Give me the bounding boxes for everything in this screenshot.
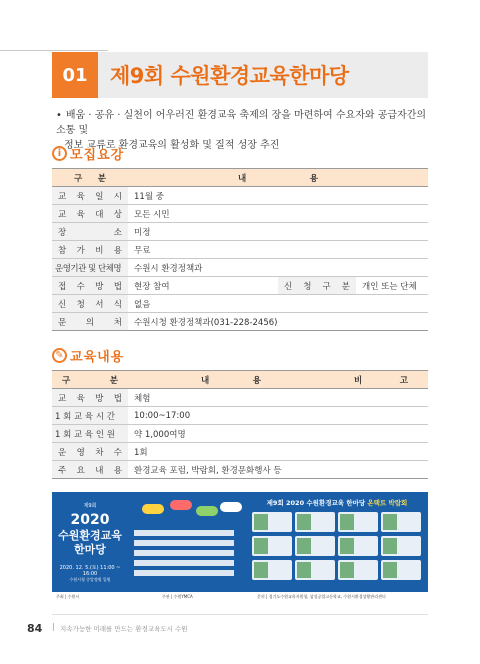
row-label: 교 xyxy=(58,209,67,220)
header-cell: 분 xyxy=(109,375,118,386)
poster-name-1: 수원환경교육 xyxy=(58,529,122,542)
row-label: 운 xyxy=(58,447,67,458)
footer-divider xyxy=(52,614,428,615)
row-value: 무료 xyxy=(128,241,428,259)
poster-schedule-row xyxy=(134,540,234,546)
header-cell: 용 xyxy=(309,173,318,184)
poster-schedule-row xyxy=(134,560,234,566)
row-label: 수 xyxy=(76,281,85,292)
content-table xyxy=(52,370,428,479)
row-label: 비 xyxy=(95,245,104,256)
poster-booth-photo xyxy=(340,562,354,578)
poster-name-2: 한마당 xyxy=(74,543,106,556)
row-label: 차 xyxy=(95,447,104,458)
poster-schedule-row xyxy=(134,530,234,536)
row-label: 일 xyxy=(95,191,104,202)
poster-booth-photo xyxy=(340,514,354,530)
row-label: 방 xyxy=(95,281,104,292)
row-label: 육 xyxy=(76,191,85,202)
poster-booth-photo xyxy=(383,562,397,578)
poster-booth-photo xyxy=(254,538,268,554)
row-label: 상 xyxy=(113,209,122,220)
poster-booth-photo xyxy=(383,514,397,530)
row-value: 모든 시민 xyxy=(128,205,428,223)
poster-host: 주최 | 수원시 xyxy=(56,594,80,599)
table-row xyxy=(52,259,428,277)
poster-bubble xyxy=(142,504,164,514)
row-note xyxy=(334,407,428,425)
poster-schedule-panel xyxy=(134,500,244,590)
intro-line-2: 정보 교류로 환경교육의 활성화 및 질적 성장 추진 xyxy=(64,140,280,151)
table-row xyxy=(52,205,428,223)
poster-schedule-row xyxy=(134,570,234,576)
row-label: 주 xyxy=(58,465,67,476)
row-value: 체험 xyxy=(128,389,334,407)
section-number: 01 xyxy=(52,52,98,98)
poster-contact: 문의 | 경기도수원교육지원청, 삼성공업고등학교, 수원시환경상황관리센터 xyxy=(257,594,386,599)
header-cell: 용 xyxy=(252,375,261,386)
table-row xyxy=(52,223,428,241)
poster-date: 2020. 12. 5.(토) 11:00 ~ 16:00 xyxy=(59,565,121,577)
row-label: 수 xyxy=(113,447,122,458)
row-value: 미정 xyxy=(128,223,428,241)
row-label: 1 회 교 육 인 원 xyxy=(52,425,128,443)
row-label: 법 xyxy=(113,281,122,292)
row-label: 신 xyxy=(284,281,293,292)
poster-organizer: 주관 | 수원YMCA xyxy=(162,594,193,599)
table-row xyxy=(52,241,428,259)
table-row xyxy=(52,425,428,443)
header-cell: 비 xyxy=(354,375,363,386)
poster-right-panel xyxy=(246,492,428,602)
poster-booth xyxy=(252,536,292,556)
row-note xyxy=(334,425,428,443)
poster-place: 수원시청 중앙정원 일원 xyxy=(69,577,111,582)
row-value: 11월 중 xyxy=(128,187,428,205)
header-cell: 고 xyxy=(399,375,408,386)
poster-booth xyxy=(295,536,335,556)
poster-right-title-a: 제9회 2020 수원환경교육 한마당 xyxy=(266,499,368,507)
page-caption: 지속가능한 미래를 만드는 환경교육도시 수원 xyxy=(60,625,188,633)
row-label: 의 xyxy=(85,317,95,328)
recruit-table-header xyxy=(52,169,428,187)
poster-bubble xyxy=(170,500,192,510)
row-note xyxy=(334,461,428,479)
pencil-icon: ✎ xyxy=(52,348,67,363)
row-label: 교 xyxy=(58,393,67,404)
poster-right-title xyxy=(246,498,428,507)
row-note xyxy=(334,389,428,407)
row-label: 가 xyxy=(76,245,85,256)
table-row xyxy=(52,295,428,313)
table-row xyxy=(52,187,428,205)
page-number: 84 xyxy=(27,622,43,635)
row-label: 식 xyxy=(113,299,122,310)
row-value: 환경교육 포럼, 박람회, 환경문화행사 등 xyxy=(128,461,334,479)
poster-footer xyxy=(52,592,428,602)
top-divider xyxy=(0,50,108,51)
recruit-title: 모집요강 xyxy=(70,148,125,163)
recruit-table xyxy=(52,168,428,331)
poster-booth-photo xyxy=(254,562,268,578)
row-label: 문 xyxy=(58,317,67,328)
row-label: 방 xyxy=(95,393,104,404)
row-label: 내 xyxy=(95,465,104,476)
poster-booth-photo xyxy=(340,538,354,554)
poster-booth-photo xyxy=(254,514,268,530)
row-value: 없음 xyxy=(128,295,428,313)
header-cell: 내 xyxy=(201,375,210,386)
row-value: 현장 참여 xyxy=(128,277,278,295)
header-cell: 구 xyxy=(62,375,71,386)
poster-booth xyxy=(381,512,421,532)
poster-booth xyxy=(338,536,378,556)
row-value: 10:00~17:00 xyxy=(128,407,334,425)
table-row xyxy=(52,389,428,407)
poster-booth-photo xyxy=(297,562,311,578)
poster-booth xyxy=(338,512,378,532)
row-value: 개인 또는 단체 xyxy=(356,277,428,295)
row-label: 서 xyxy=(95,299,104,310)
row-label: 청 xyxy=(76,299,85,310)
row-label: 법 xyxy=(113,393,122,404)
header-cell: 구 xyxy=(74,173,83,184)
row-label: 참 xyxy=(58,245,67,256)
poster-bubble xyxy=(220,502,242,512)
row-note xyxy=(334,443,428,461)
poster-booth xyxy=(338,560,378,580)
page-separator: | xyxy=(52,622,55,631)
row-label: 구 xyxy=(322,281,331,292)
recruit-heading xyxy=(52,144,124,163)
table-row xyxy=(52,277,428,295)
poster-booth-photo xyxy=(297,514,311,530)
row-label: 운영기관 및 단체명 xyxy=(52,259,128,277)
poster-right-title-b: 온택트 박람회 xyxy=(367,499,408,507)
row-label: 영 xyxy=(76,447,85,458)
row-label: 시 xyxy=(113,191,122,202)
poster-booth-grid xyxy=(252,512,422,584)
poster-schedule-row xyxy=(134,550,234,556)
row-label: 소 xyxy=(113,227,122,238)
row-value: 수원시청 환경정책과(031-228-2456) xyxy=(128,313,428,331)
content-table-header xyxy=(52,371,428,389)
poster-bubble xyxy=(196,506,218,516)
table-row xyxy=(52,407,428,425)
poster-booth xyxy=(252,512,292,532)
poster-booth xyxy=(295,512,335,532)
poster-booth xyxy=(252,560,292,580)
row-label: 교 xyxy=(58,191,67,202)
content-title: 교육내용 xyxy=(70,350,125,365)
poster-booth xyxy=(295,560,335,580)
poster-booth xyxy=(381,560,421,580)
table-row xyxy=(52,313,428,331)
row-label: 대 xyxy=(95,209,104,220)
poster-left-panel xyxy=(52,492,128,602)
table-row xyxy=(52,443,428,461)
poster-edition: 제9회 xyxy=(83,503,97,509)
row-label: 육 xyxy=(76,209,85,220)
table-row xyxy=(52,461,428,479)
row-label: 처 xyxy=(113,317,122,328)
poster-booth-photo xyxy=(297,538,311,554)
row-label: 요 xyxy=(76,465,85,476)
row-label: 분 xyxy=(341,281,350,292)
content-heading xyxy=(52,346,124,365)
bullet: • xyxy=(56,110,62,121)
row-label: 용 xyxy=(113,245,122,256)
row-label: 1 회 교 육 시 간 xyxy=(52,407,128,425)
info-icon: i xyxy=(52,146,67,161)
event-poster xyxy=(52,492,428,602)
intro-line-1: 배움 · 공유 · 실천이 어우러진 환경교육 축제의 장을 마련하여 수요자와 공급자간의 소통 및 xyxy=(56,110,427,136)
row-label: 육 xyxy=(76,393,85,404)
poster-booth xyxy=(381,536,421,556)
row-label: 접 xyxy=(58,281,67,292)
row-label: 용 xyxy=(113,465,122,476)
row-value: 1회 xyxy=(128,443,334,461)
section-title: 제9회 수원환경교육한마당 xyxy=(110,64,349,88)
poster-year: 2020 xyxy=(70,512,110,528)
row-label: 신 xyxy=(58,299,67,310)
header-cell: 분 xyxy=(97,173,106,184)
row-label: 청 xyxy=(303,281,312,292)
header-cell: 내 xyxy=(238,173,247,184)
row-label: 장 xyxy=(58,227,67,238)
row-value: 수원시 환경정책과 xyxy=(128,259,428,277)
row-value: 약 1,000여명 xyxy=(128,425,334,443)
poster-booth-photo xyxy=(383,538,397,554)
